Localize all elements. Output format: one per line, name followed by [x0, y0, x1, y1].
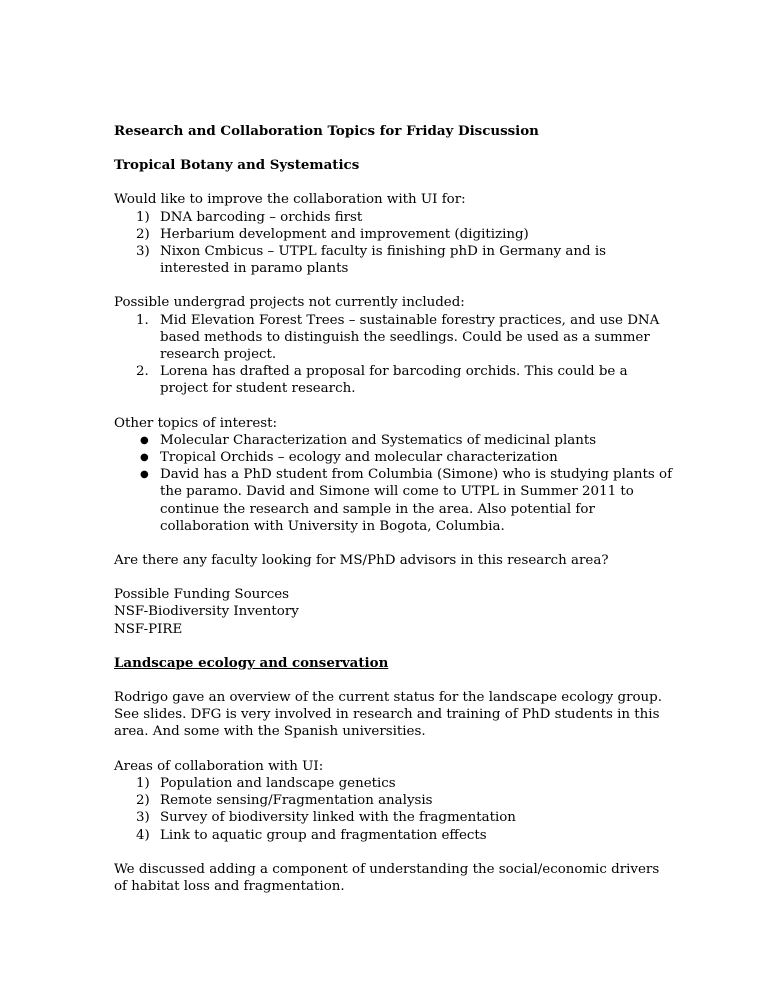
landscape-overview: Rodrigo gave an overview of the current status for the landscape ecology group. See slides. DFG is very involved in research and training of PhD students in this area. And some with the Spanish universities. [114, 690, 662, 740]
document-title: Research and Collaboration Topics for Friday Discussion [114, 123, 539, 139]
list-marker: 1. [136, 312, 149, 328]
list-item-text: Lorena has drafted a proposal for barcoding orchids. This could be a project for student research. [160, 364, 628, 397]
list-marker: 2) [136, 226, 150, 242]
landscape-discussion: We discussed adding a component of understanding the social/economic drivers of habitat loss and fragmentation. [114, 861, 660, 894]
list-item-text: DNA barcoding – orchids first [160, 209, 363, 225]
list-item-text: Survey of biodiversity linked with the fragmentation [160, 810, 516, 826]
list-item [136, 775, 674, 792]
list-item-text: Herbarium development and improvement (digitizing) [160, 226, 529, 242]
funding-source: NSF-Biodiversity Inventory [114, 604, 299, 620]
list-marker: 3) [136, 810, 150, 826]
list-item [136, 792, 674, 809]
list-item-text: Nixon Cmbicus – UTPL faculty is finishing phD in Germany and is interested in paramo plants [160, 244, 606, 277]
list-item-text: Mid Elevation Forest Trees – sustainable forestry practices, and use DNA based methods to distinguish the seedlings. Could be used as a summer research project. [160, 312, 660, 363]
other-topics-intro: Other topics of interest: [114, 415, 278, 431]
section-heading-botany: Tropical Botany and Systematics [114, 157, 360, 174]
list-item [136, 312, 674, 364]
list-item [136, 209, 674, 226]
list-item-text: Population and landscape genetics [160, 775, 396, 791]
funding-heading: Possible Funding Sources [114, 587, 289, 603]
list-item [136, 226, 674, 243]
list-marker: 2. [136, 364, 149, 380]
list-marker: 1) [136, 775, 150, 791]
list-item-text: Link to aquatic group and fragmentation effects [160, 827, 487, 843]
list-item [136, 432, 674, 449]
botany-intro: Would like to improve the collaboration with UI for: [114, 192, 466, 208]
list-marker: 3) [136, 244, 150, 260]
undergrad-intro: Possible undergrad projects not currently included: [114, 295, 465, 311]
document-page [114, 123, 674, 895]
landscape-areas-intro: Areas of collaboration with UI: [114, 758, 324, 774]
other-topics-list [114, 432, 674, 535]
list-item [136, 449, 674, 466]
list-item [136, 827, 674, 844]
list-item-text: Molecular Characterization and Systematics of medicinal plants [160, 432, 597, 448]
botany-collab-list [114, 209, 674, 278]
list-item-text: David has a PhD student from Columbia (Simone) who is studying plants of the paramo. David and Simone will come to UTPL in Summer 2011 to continue the research and sample in the area. Also potential for collaboration with University in Bogota, Columbia. [160, 467, 673, 534]
list-item [136, 243, 674, 277]
list-marker: 1) [136, 209, 150, 225]
undergrad-list [114, 312, 674, 398]
list-marker: 2) [136, 793, 150, 809]
bullet-icon: ● [140, 434, 149, 446]
list-item [136, 809, 674, 826]
advisor-question: Are there any faculty looking for MS/PhD advisors in this research area? [114, 553, 609, 569]
section-heading-landscape: Landscape ecology and conservation [114, 654, 389, 671]
funding-source: NSF-PIRE [114, 621, 183, 637]
list-item-text: Remote sensing/Fragmentation analysis [160, 793, 433, 809]
list-item [136, 363, 674, 397]
landscape-areas-list [114, 775, 674, 844]
list-item [136, 466, 674, 535]
list-item-text: Tropical Orchids – ecology and molecular characterization [160, 450, 558, 466]
bullet-icon: ● [140, 469, 149, 481]
list-marker: 4) [136, 827, 150, 843]
bullet-icon: ● [140, 452, 149, 464]
